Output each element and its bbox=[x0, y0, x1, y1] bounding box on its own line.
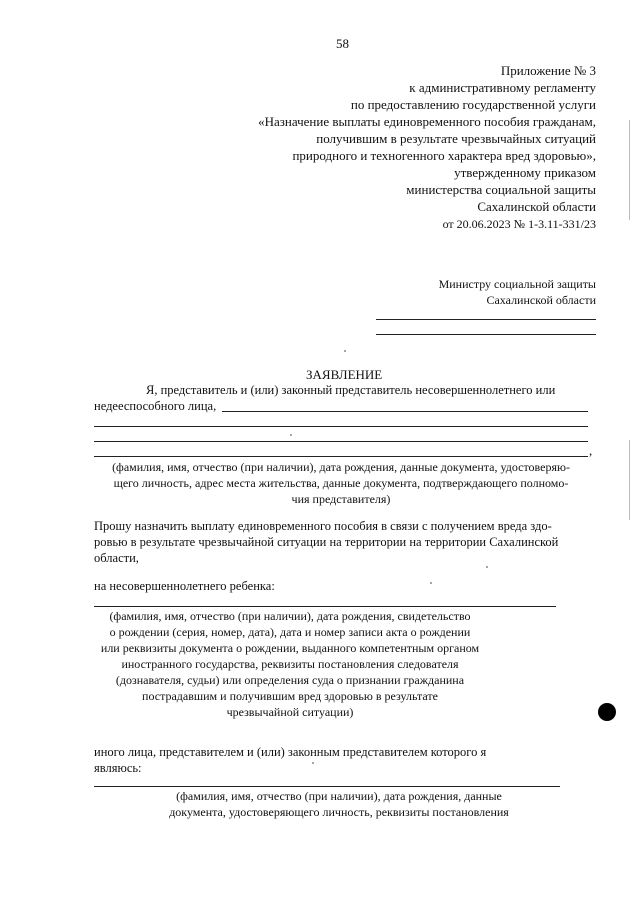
scan-edge-mark bbox=[629, 440, 630, 520]
intro-line: Я, представитель и (или) законный представитель несовершеннолетнего или bbox=[146, 383, 556, 397]
order-reference: от 20.06.2023 № 1-3.11-331/23 bbox=[442, 217, 596, 231]
page-number: 58 bbox=[336, 36, 349, 51]
child-caption: пострадавшим и получившим вред здоровью в результате bbox=[142, 689, 438, 703]
appendix-line: утвержденному приказом bbox=[454, 165, 596, 180]
applicant-blank-line bbox=[222, 411, 588, 412]
addressee-line: Сахалинской области bbox=[486, 293, 596, 307]
appendix-line: «Назначение выплаты единовременного пособия гражданам, bbox=[258, 114, 596, 129]
appendix-line: к административному регламенту bbox=[409, 80, 596, 95]
intro-line: недееспособного лица, bbox=[94, 399, 217, 413]
appendix-line: природного и техногенного характера вред здоровью», bbox=[292, 148, 596, 163]
applicant-caption: чия представителя) bbox=[291, 492, 391, 506]
applicant-blank-line bbox=[94, 456, 588, 457]
applicant-caption: (фамилия, имя, отчество (при наличии), дата рождения, данные документа, удостоверяю- bbox=[112, 460, 570, 474]
applicant-blank-line bbox=[94, 441, 588, 442]
addressee-blank-line bbox=[376, 334, 596, 335]
appendix-line: Сахалинской области bbox=[477, 199, 596, 214]
child-caption: (фамилия, имя, отчество (при наличии), дата рождения, свидетельство bbox=[109, 609, 471, 623]
other-person-line: иного лица, представителем и (или) законным представителем которого я bbox=[94, 745, 487, 759]
other-person-blank-line bbox=[94, 786, 560, 787]
scan-speck bbox=[430, 582, 432, 584]
scan-speck bbox=[486, 566, 488, 568]
addressee-blank-line bbox=[376, 319, 596, 320]
trailing-comma: , bbox=[589, 443, 593, 458]
scan-speck bbox=[312, 762, 314, 764]
binder-hole-mark bbox=[598, 703, 616, 721]
child-blank-line bbox=[94, 606, 556, 607]
other-person-line: являюсь: bbox=[94, 761, 142, 775]
child-caption: (дознавателя, судьи) или определения суда о признании гражданина bbox=[115, 673, 465, 687]
child-caption: иностранного государства, реквизиты постановления следователя bbox=[121, 657, 459, 671]
request-line: области, bbox=[94, 551, 139, 565]
addressee-line: Министру социальной защиты bbox=[438, 277, 596, 291]
applicant-blank-line bbox=[94, 426, 588, 427]
child-caption: о рождении (серия, номер, дата), дата и номер записи акта о рождении bbox=[109, 625, 471, 639]
appendix-line: министерства социальной защиты bbox=[406, 182, 596, 197]
minor-label: на несовершеннолетнего ребенка: bbox=[94, 579, 275, 593]
appendix-line: по предоставлению государственной услуги bbox=[350, 97, 596, 112]
scan-speck bbox=[344, 350, 346, 352]
other-caption: (фамилия, имя, отчество (при наличии), дата рождения, данные bbox=[176, 789, 502, 803]
document-title: ЗАЯВЛЕНИЕ bbox=[306, 367, 383, 382]
appendix-line: получившим в результате чрезвычайных ситуаций bbox=[316, 131, 596, 146]
request-line: ровью в результате чрезвычайной ситуации на территории на территории Сахалинской bbox=[94, 535, 559, 549]
child-caption: или реквизиты документа о рождении, выданного компетентным органом bbox=[100, 641, 480, 655]
child-caption: чрезвычайной ситуации) bbox=[226, 705, 354, 719]
appendix-title: Приложение № 3 bbox=[500, 63, 596, 78]
other-caption: документа, удостоверяющего личность, реквизиты постановления bbox=[169, 805, 509, 819]
request-line: Прошу назначить выплату единовременного пособия в связи с получением вреда здо- bbox=[94, 519, 552, 533]
scan-speck bbox=[290, 434, 292, 436]
applicant-caption: щего личность, адрес места жительства, данные документа, подтверждающего полномо- bbox=[113, 476, 569, 490]
scan-edge-mark bbox=[629, 120, 630, 220]
